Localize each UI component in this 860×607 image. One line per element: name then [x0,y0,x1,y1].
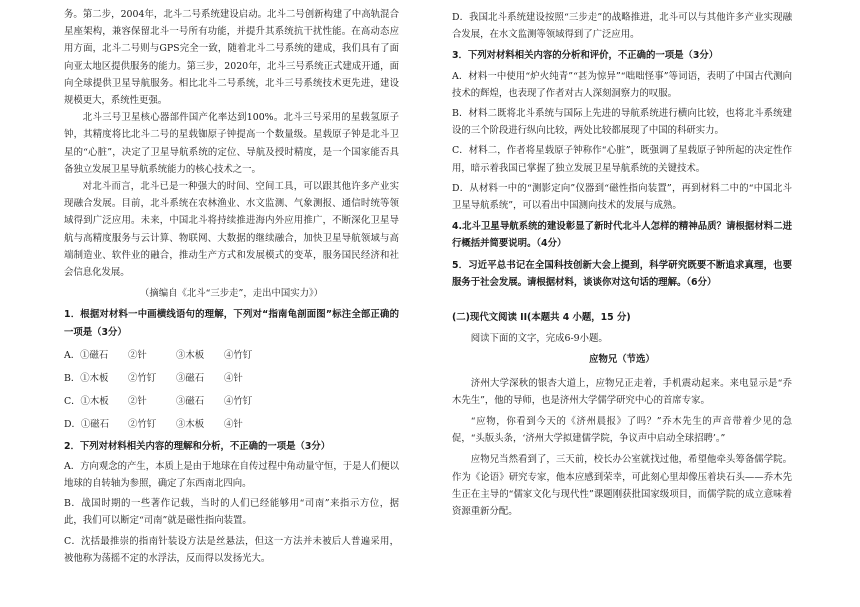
q1-option-d: D．①磁石 ②竹钉 ③木板 ④针 [64,419,243,431]
source-citation: （摘编自《北斗“三步走”，走出中国实力》） [139,288,324,300]
question-2: 2．下列对材料相关内容的理解和分析，不正确的一项是（3分） [64,440,331,452]
question-1: 1．根据对材料一中画横线语句的理解，下列对“指南龟剖面图”标注全部正确的一项是（3分） [64,309,399,338]
q1-option-b: B．①木板 ②竹钉 ③磁石 ④针 [64,373,243,385]
material-paragraph: 对北斗而言，北斗已是一种强大的时间、空间工具，可以跟其他许多产业实现融合发展。目前，北斗系统在农林渔业、水文监测、气象测报、通信时统等领域得到广泛应用。未来，中国北斗将持续推进海内外应用推广，不断深化卫星导航与高精度服务与云计算、物联网、大数据的继续融合，加快卫星导航领域与高端制造业、软件业的融合，推动生产方式和发展模式的变革，服务国民经济和社会信息化发展。 [64,181,399,279]
story-paragraph: “应物，你看到今天的《济州晨报》了吗？”乔木先生的声音带着少见的急促，“头版头条，‘济州大学拟建儒学院，争议声中启动全球招聘’。” [452,416,792,445]
q2-option-d: D．我国北斗系统建设按照“三步走”的战略推进，北斗可以与其他许多产业实现融合发展，在水文监测等领域得到了广泛应用。 [452,12,792,41]
story-title: 应物兄（节选） [589,354,655,366]
q3-option-c: C．材料二，作者将星载原子钟称作“心脏”，既强调了星载原子钟所起的决定性作用，暗示着我国已掌握了独立发展卫星导航系统的关键技术。 [452,145,792,174]
q3-option-a: A．材料一中使用“炉火纯青”“甚为惊异”“咄咄怪事”等词语，表明了中国古代测向技术的辉煌，也表现了作者对古人深刻洞察力的叹服。 [452,70,792,99]
question-4: 4.北斗卫星导航系统的建设彰显了新时代北斗人怎样的精神品质？请根据材料二进行概括并简要说明。（4分） [452,221,792,250]
q3-option-d: D．从材料一中的“测影定向”仪器到“磁性指向装置”，再到材料二中的“中国北斗卫星导航系统”，可以看出中国测向技术的发展与成熟。 [452,182,792,212]
q2-option-a: A．方向观念的产生，本质上是由于地球在自传过程中角动量守恒，于是人们便以地球的自转轴为参照，确定了东西南北四向。 [64,460,399,490]
story-paragraph: 应物兄当然看到了，三天前，校长办公室就找过他，希望他牵头筹备儒学院。作为《论语》研究专家，他本应感到荣幸，可此刻心里却像压着块石头——乔木先生正在主导的“儒家文化与现代性”课题刚获批国家级项目，而儒学院的成立意味着资源重新分配。 [452,454,792,518]
right-column [452,6,792,520]
story-paragraph: 济州大学深秋的银杏大道上，应物兄正走着，手机震动起来。来电显示是“乔木先生”，他的导师，也是济州大学儒学研究中心的首席专家。 [452,377,792,406]
material-paragraph: 北斗三号卫星核心器部件国产化率达到100%。北斗三号采用的星载氢原子钟，其精度将比北斗二号的星载铷原子钟提高一个数量级。星载原子钟是北斗卫星的“心脏”，决定了卫星导航系统的定位、导航及授时精度，是一个国家能否具备独立发展卫星导航系统能力的核心技术之一。 [64,112,399,175]
question-3: 3．下列对材料相关内容的分析和评价，不正确的一项是（3分） [452,50,719,62]
material-paragraph: 务。第二步，2004年，北斗二号系统建设启动。北斗二号创新构建了中高轨混合星座架构，兼容保留北斗一号所有功能，并提升其系统抗干扰性能。在高动态应用方面，北斗二号则与GPS完全一致，随着北斗二号系统的建成，我们具有了面向亚太地区提供服务的能力。第三步，2020年，北斗三号系统正式建成开通，面向全球提供卫星导航服务。相比北斗二号系统，北斗三号系统技术更先进，建设规模更大，系统性更强。 [64,9,399,107]
question-5: 5．习近平总书记在全国科技创新大会上提到，科学研究既要不断追求真理，也要服务于社会发展。请根据材料，谈谈你对这句话的理解。（6分） [452,259,792,288]
section-heading: (二)现代文阅读 II(本题共 4 小题，15 分) [452,312,631,324]
reading-instruction: 阅读下面的文字，完成6-9小题。 [470,333,608,345]
q1-option-a: A．①磁石 ②针 ③木板 ④竹钉 [64,349,253,361]
q1-option-c: C．①木板 ②针 ③磁石 ④竹钉 [64,396,253,408]
q3-option-b: B．材料二既将北斗系统与国际上先进的导航系统进行横向比较，也将北斗系统建设的三个阶段进行纵向比较，两处比较都展现了中国的科研实力。 [452,108,792,137]
left-column [64,6,399,567]
q2-option-c: C．沈括最推崇的指南针装设方法是丝悬法，但这一方法并未被后人普遍采用，被他称为荡摇不定的水浮法，反而得以发扬光大。 [64,535,399,564]
q2-option-b: B．战国时期的一些著作记载，当时的人们已经能够用“司南”来指示方位，据此，我们可以断定“司南”就是磁性指向装置。 [64,498,399,527]
